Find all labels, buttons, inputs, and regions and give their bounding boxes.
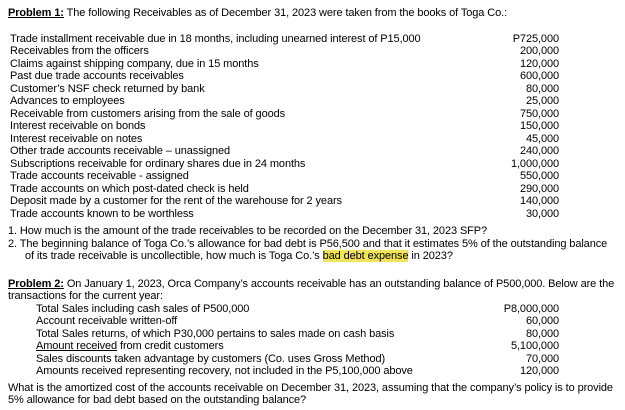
row-label: Account receivable written-off: [36, 315, 178, 327]
transaction-row: [8, 328, 559, 341]
row-amount: 150,000: [519, 120, 559, 132]
row-label-rest: from credit customers: [117, 340, 224, 352]
problem2-heading: [8, 278, 617, 303]
row-amount: 80,000: [525, 82, 559, 95]
row-amount: 240,000: [519, 145, 559, 157]
problem1-heading: [8, 7, 617, 20]
transaction-row: [8, 303, 559, 316]
row-amount: 290,000: [519, 182, 559, 195]
row-label: Deposit made by a customer for the rent of the warehouse for 2 years: [10, 195, 342, 207]
question-2-text: 2. The beginning balance of Toga Co.’s allowance for bad debt is P56,500 and that it estimates 5% of the outstanding balance of its trade receivable is uncollectible, how much is Toga Co.’s: [8, 237, 608, 262]
question-1: 1. How much is the amount of the trade receivables to be recorded on the December 31, 2023 SFP?: [8, 225, 488, 237]
transaction-row: [8, 340, 559, 353]
row-amount: 70,000: [525, 352, 559, 365]
highlight-bad-debt-expense: bad debt expense: [322, 250, 409, 262]
problem1-intro: The following Receivables as of December 31, 2023 were taken from the books of Toga Co.:: [66, 7, 508, 19]
problem1-receivables-list: [8, 33, 617, 221]
receivable-row: [8, 83, 559, 96]
transaction-row: [8, 315, 559, 328]
row-label: Sales discounts taken advantage by customers (Co. uses Gross Method): [36, 352, 386, 365]
row-amount: 600,000: [519, 70, 559, 82]
row-amount: 140,000: [519, 195, 559, 207]
row-label: Trade accounts on which post-dated check is held: [10, 182, 249, 195]
row-amount: 45,000: [525, 132, 559, 145]
row-amount: 750,000: [519, 107, 559, 120]
row-amount: 30,000: [525, 207, 559, 220]
row-label: Interest receivable on bonds: [10, 120, 146, 132]
receivable-row: [8, 108, 559, 121]
receivable-row: [8, 158, 559, 171]
final-question: What is the amortized cost of the accounts receivable on December 31, 2023, assuming that the company’s policy is to provide 5% allowance for bad debt based on the outstanding balance?: [8, 381, 613, 406]
row-label: Total Sales including cash sales of P500,000: [36, 302, 250, 315]
receivable-row: [8, 170, 559, 183]
row-label: Other trade accounts receivable – unassigned: [10, 145, 231, 157]
row-label: Subscriptions receivable for ordinary shares due in 24 months: [10, 157, 306, 170]
problem2-transactions-list: [8, 303, 617, 378]
row-label: Customer’s NSF check returned by bank: [10, 82, 205, 95]
row-amount: P8,000,000: [503, 302, 559, 315]
row-label: [8, 340, 475, 353]
row-label: Receivables from the officers: [10, 45, 149, 57]
row-amount: 80,000: [525, 327, 559, 340]
receivable-row: [8, 195, 559, 208]
row-amount: 60,000: [525, 315, 559, 327]
question-2: [8, 238, 617, 263]
row-label: Receivable from customers arising from the sale of goods: [10, 107, 286, 120]
row-label: Trade installment receivable due in 18 months, including unearned interest of P15,000: [10, 32, 421, 45]
row-label: Trade accounts known to be worthless: [10, 207, 194, 220]
row-label: Past due trade accounts receivables: [10, 70, 184, 82]
receivable-row: [8, 183, 559, 196]
transaction-row: [8, 353, 559, 366]
problem1-label: Problem 1:: [8, 7, 64, 19]
spacer: [8, 20, 617, 33]
row-amount: 200,000: [519, 45, 559, 57]
receivable-row: [8, 133, 559, 146]
row-amount: P725,000: [512, 32, 559, 45]
row-amount: 25,000: [525, 95, 559, 107]
receivable-row: [8, 95, 559, 108]
receivable-row: [8, 120, 559, 133]
problem2-label: Problem 2:: [8, 277, 64, 290]
row-label: Total Sales returns, of which P30,000 pertains to sales made on cash basis: [36, 327, 395, 340]
spacer: [8, 263, 617, 278]
receivable-row: [8, 45, 559, 58]
row-label: Advances to employees: [10, 95, 125, 107]
row-amount: 550,000: [519, 170, 559, 182]
transaction-row: [8, 365, 559, 378]
row-label: Interest receivable on notes: [10, 132, 143, 145]
row-label: Trade accounts receivable - assigned: [10, 170, 189, 182]
problem2-intro: On January 1, 2023, Orca Company’s accounts receivable has an outstanding balance of P500,000. Below are the transactions for the current year:: [8, 277, 615, 302]
row-label: Amounts received representing recovery, not included in the P5,100,000 above: [36, 365, 413, 377]
receivable-row: [8, 145, 559, 158]
receivable-row: [8, 58, 559, 71]
row-label: Claims against shipping company, due in 15 months: [10, 57, 259, 70]
row-amount: 5,100,000: [510, 340, 559, 352]
receivable-row: [8, 33, 559, 46]
row-label-underlined: Amount received: [36, 340, 118, 352]
question-2-tail: in 2023?: [408, 250, 453, 262]
receivable-row: [8, 208, 559, 221]
row-amount: 120,000: [519, 57, 559, 70]
receivable-row: [8, 70, 559, 83]
row-amount: 120,000: [519, 365, 559, 377]
row-amount: 1,000,000: [510, 157, 559, 170]
